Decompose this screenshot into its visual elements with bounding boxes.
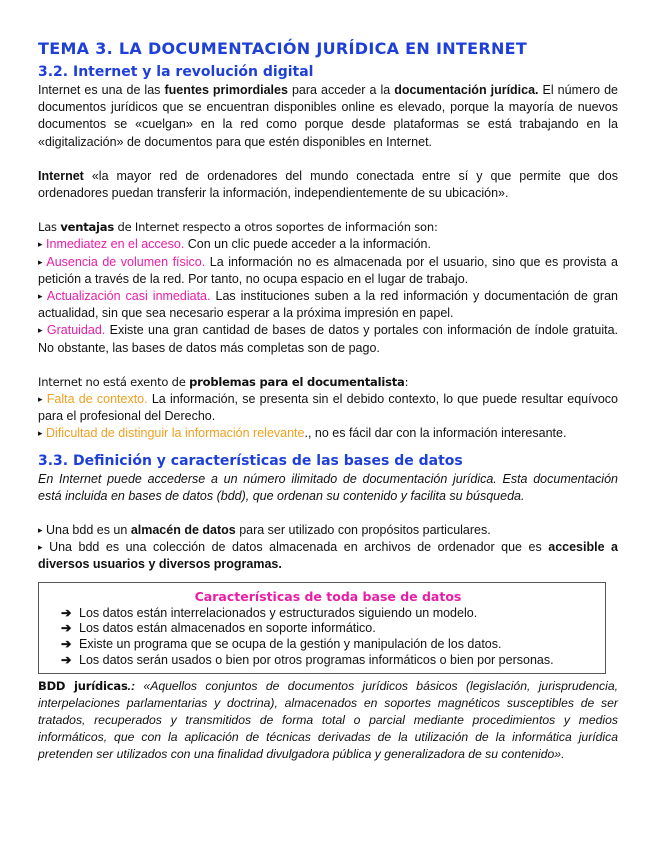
ventajas-intro: Las ventajas de Internet respecto a otros soportes de información son: <box>38 220 438 235</box>
bullet-triangle-icon: ▸ <box>38 542 43 553</box>
list-item-ventaja: ▸ Actualización casi inmediata. Las instituciones suben a la red información y documentación de gran actualidad, sin que sea necesario esperar a la próxima impresión en papel. <box>38 289 618 321</box>
characteristic-item: ➔ Existe un programa que se ocupa de la gestión y manipulación de los datos. <box>61 637 502 652</box>
arrow-right-icon: ➔ <box>61 637 72 652</box>
page-title: TEMA 3. LA DOCUMENTACIÓN JURÍDICA EN INTERNET <box>38 39 528 58</box>
characteristics-box-title: Características de toda base de datos <box>194 588 462 604</box>
paragraph-bdd-intro: En Internet puede accederse a un número ilimitado de documentación jurídica. Esta documentación está incluida en bases de datos (bdd), que ordenan su contenido y facilita su búsqueda. <box>38 471 618 503</box>
list-item-ventaja: ▸ Inmediatez en el acceso. Con un clic puede acceder a la información. <box>38 237 431 252</box>
paragraph-intro: Internet es una de las fuentes primordiales para acceder a la documentación jurídica. El número de documentos jurídicos que se encuentran disponibles online es elevado, porque la mayoría de nuevos documentos se «cuelgan» en la red como porque desde plataformas se está trabajando en la «digitalización» de documentos para que estén disponibles en Internet. <box>38 83 618 149</box>
section-heading-3-2: 3.2. Internet y la revolución digital <box>38 64 314 80</box>
bullet-triangle-icon: ▸ <box>38 428 43 439</box>
paragraph-internet-definition: Internet «la mayor red de ordenadores del mundo conectada entre sí y que permite que dos ordenadores puedan transferir la información, independientemente de su ubicación». <box>38 168 618 201</box>
section-heading-3-3: 3.3. Definición y características de las bases de datos <box>38 452 463 469</box>
arrow-right-icon: ➔ <box>61 653 72 668</box>
problemas-intro: Internet no está exento de problemas para el documentalista: <box>38 374 409 389</box>
list-item-problema: ▸ Dificultad de distinguir la información relevante., no es fácil dar con la información interesante. <box>38 426 567 441</box>
arrow-right-icon: ➔ <box>61 621 72 636</box>
definition-bdd-1: ▸ Una bdd es un almacén de datos para ser utilizado con propósitos particulares. <box>38 523 491 538</box>
characteristics-box <box>38 582 606 674</box>
definition-bdd-2: ▸ Una bdd es una colección de datos almacenada en archivos de ordenador que es accesible a diversos usuarios y diversos programas. <box>38 540 619 572</box>
list-item-problema: ▸ Falta de contexto. La información, se presenta sin el debido contexto, lo que puede resultar equívoco para el profesional del Derecho. <box>38 392 618 424</box>
list-item-ventaja: ▸ Gratuidad. Existe una gran cantidad de bases de datos y portales con información de índole gratuita. No obstante, las bases de datos más completas son de pago. <box>38 323 618 355</box>
characteristic-item: ➔ Los datos están interrelacionados y estructurados siguiendo un modelo. <box>61 605 478 620</box>
bullet-triangle-icon: ▸ <box>38 291 43 302</box>
document-page <box>38 38 618 763</box>
bullet-triangle-icon: ▸ <box>38 325 43 336</box>
paragraph-bdd-juridicas: BDD jurídicas.: «Aquellos conjuntos de documentos jurídicos básicos (legislación, jurisprudencia, interpelaciones parlamentarias y doctrina), almacenados en soportes magnéticos susceptibles de ser tratados, recuperados y transmitidos de forma total o parcial mediante procedimientos y medios informáticos, que con la aplicación de técnicas derivadas de la utilización de la informática jurídica pretenden ser utilizados con una finalidad divulgadora pública y generalizadora de su contenido». <box>38 678 618 761</box>
bullet-triangle-icon: ▸ <box>38 394 43 405</box>
characteristic-item: ➔ Los datos están almacenados en soporte informático. <box>61 621 376 636</box>
characteristic-item: ➔ Los datos serán usados o bien por otros programas informáticos o bien por personas. <box>61 653 554 668</box>
bullet-triangle-icon: ▸ <box>38 256 43 267</box>
list-item-ventaja: ▸ Ausencia de volumen físico. La información no es almacenada por el usuario, sino que es provista a petición a través de la red. Por tanto, no ocupa espacio en el lugar de trabajo. <box>38 254 618 286</box>
bullet-triangle-icon: ▸ <box>38 525 43 536</box>
arrow-right-icon: ➔ <box>61 605 72 620</box>
bullet-triangle-icon: ▸ <box>38 239 43 250</box>
